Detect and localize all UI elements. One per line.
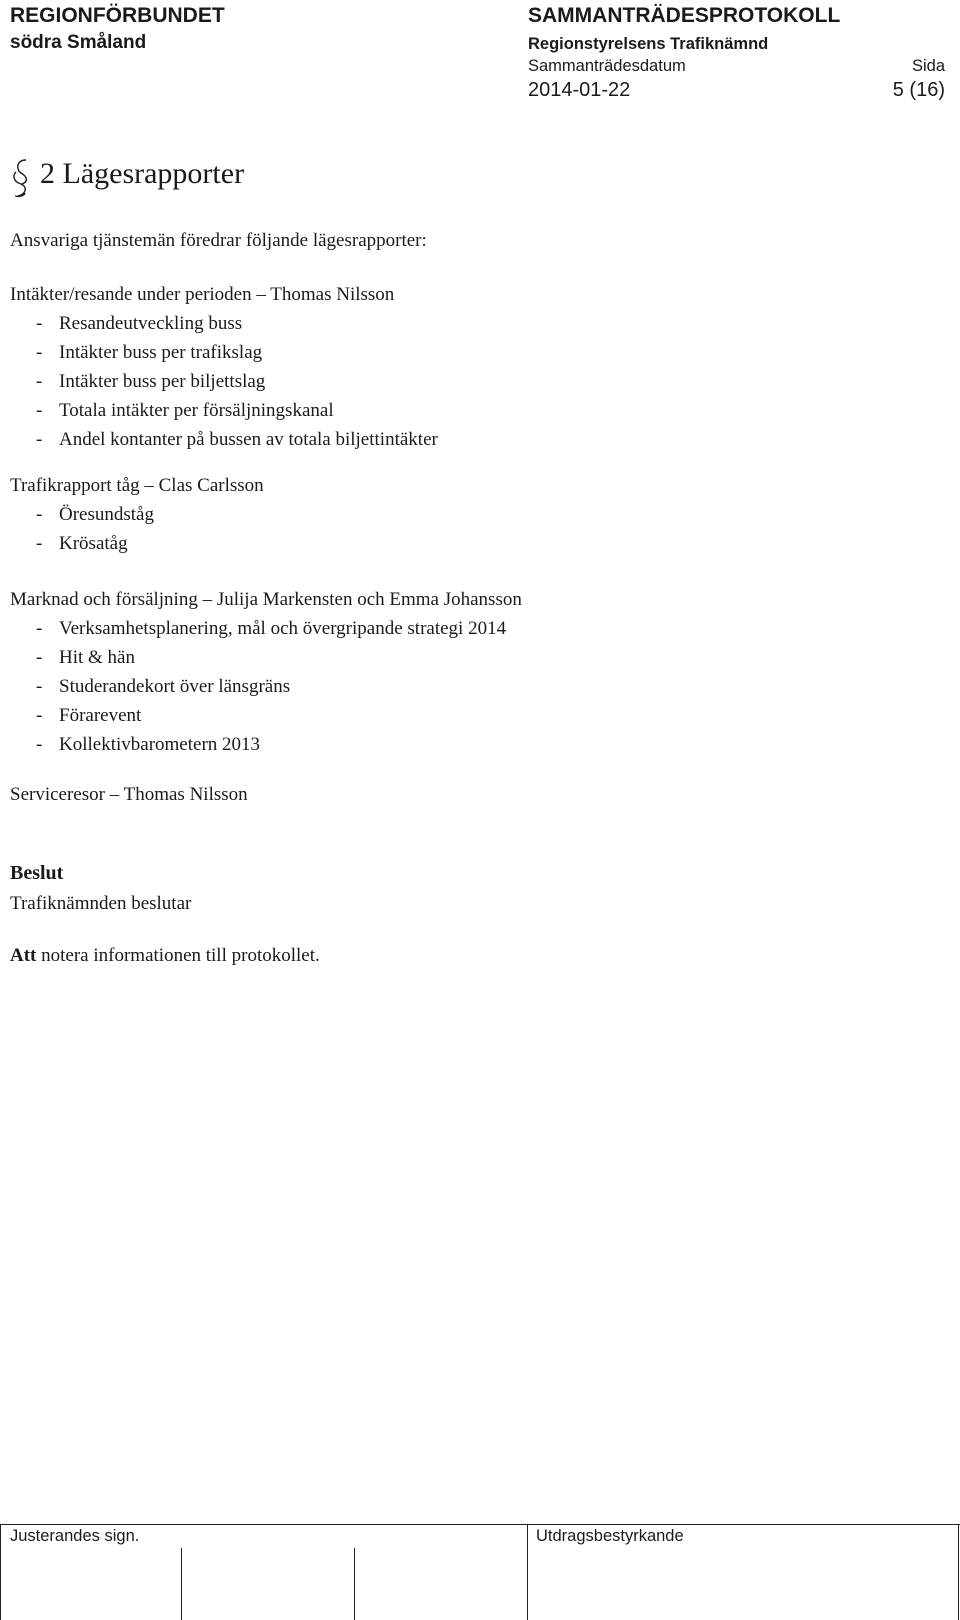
footer-box-border <box>527 1524 528 1620</box>
page-label: Sida <box>911 57 945 75</box>
footer-box-border <box>0 1524 1 1620</box>
list-item: - Totala intäkter per försäljningskanal <box>10 396 438 425</box>
report-group-service-travel <box>10 780 248 809</box>
list-item: - Hit & hän <box>10 643 522 672</box>
report-group-title: Intäkter/resande under perioden – Thomas Nilsson <box>10 284 395 305</box>
report-group-revenue <box>10 280 438 454</box>
certification-label: Utdragsbestyrkande <box>536 1527 684 1545</box>
list-item: - Verksamhetsplanering, mål och övergripande strategi 2014 <box>10 614 522 643</box>
bullet-dash: - <box>36 371 43 392</box>
bullet-dash: - <box>36 429 43 450</box>
list-item: - Förarevent <box>10 701 522 730</box>
footer-divider <box>0 1524 960 1525</box>
decision-heading: Beslut <box>10 862 64 884</box>
bullet-dash: - <box>36 342 43 363</box>
bullet-dash: - <box>36 676 43 697</box>
list-item: - Resandeutveckling buss <box>10 309 438 338</box>
bullet-dash: - <box>36 734 43 755</box>
signature-box-divider <box>181 1548 182 1620</box>
decision-statement <box>10 945 320 967</box>
signature-box-divider <box>354 1548 355 1620</box>
report-item-list <box>10 309 438 454</box>
bullet-dash: - <box>36 533 43 554</box>
report-group-marketing <box>10 585 522 759</box>
footer-box-border <box>958 1524 959 1620</box>
bullet-dash: - <box>36 618 43 639</box>
list-item: - Öresundståg <box>10 500 264 529</box>
report-group-title: Marknad och försäljning – Julija Markensten och Emma Johansson <box>10 589 522 610</box>
list-item: - Kollektivbarometern 2013 <box>10 730 522 759</box>
list-item: - Andel kontanter på bussen av totala biljettintäkter <box>10 425 438 454</box>
report-group-train <box>10 471 264 558</box>
list-item: - Intäkter buss per trafikslag <box>10 338 438 367</box>
report-item-list <box>10 500 264 558</box>
bullet-dash: - <box>36 705 43 726</box>
intro-text: Ansvariga tjänstemän föredrar följande lägesrapporter: <box>10 230 427 251</box>
document-type-title: SAMMANTRÄDESPROTOKOLL <box>528 4 841 27</box>
list-item: - Krösatåg <box>10 529 264 558</box>
report-item-list <box>10 614 522 759</box>
section-title: 2 Lägesrapporter <box>40 157 245 190</box>
report-group-title: Trafikrapport tåg – Clas Carlsson <box>10 475 264 496</box>
bullet-dash: - <box>36 647 43 668</box>
organization-name: REGIONFÖRBUNDET <box>10 4 225 27</box>
section-heading <box>10 154 244 198</box>
bullet-dash: - <box>36 313 43 334</box>
list-item: - Intäkter buss per biljettslag <box>10 367 438 396</box>
page-number: 5 (16) <box>892 79 945 101</box>
bullet-dash: - <box>36 504 43 525</box>
meeting-date-value: 2014-01-22 <box>528 79 631 101</box>
att-text: notera informationen till protokollet. <box>36 945 320 966</box>
paragraph-sign-icon <box>10 158 32 198</box>
decision-text: Trafiknämnden beslutar <box>10 893 192 914</box>
organization-subname: södra Småland <box>10 32 147 53</box>
att-label: Att <box>10 945 37 966</box>
report-group-title: Serviceresor – Thomas Nilsson <box>10 784 248 805</box>
list-item: - Studerandekort över länsgräns <box>10 672 522 701</box>
bullet-dash: - <box>36 400 43 421</box>
meeting-date-label: Sammanträdesdatum <box>528 57 686 75</box>
signature-label: Justerandes sign. <box>10 1527 140 1545</box>
board-name: Regionstyrelsens Trafiknämnd <box>528 35 769 53</box>
